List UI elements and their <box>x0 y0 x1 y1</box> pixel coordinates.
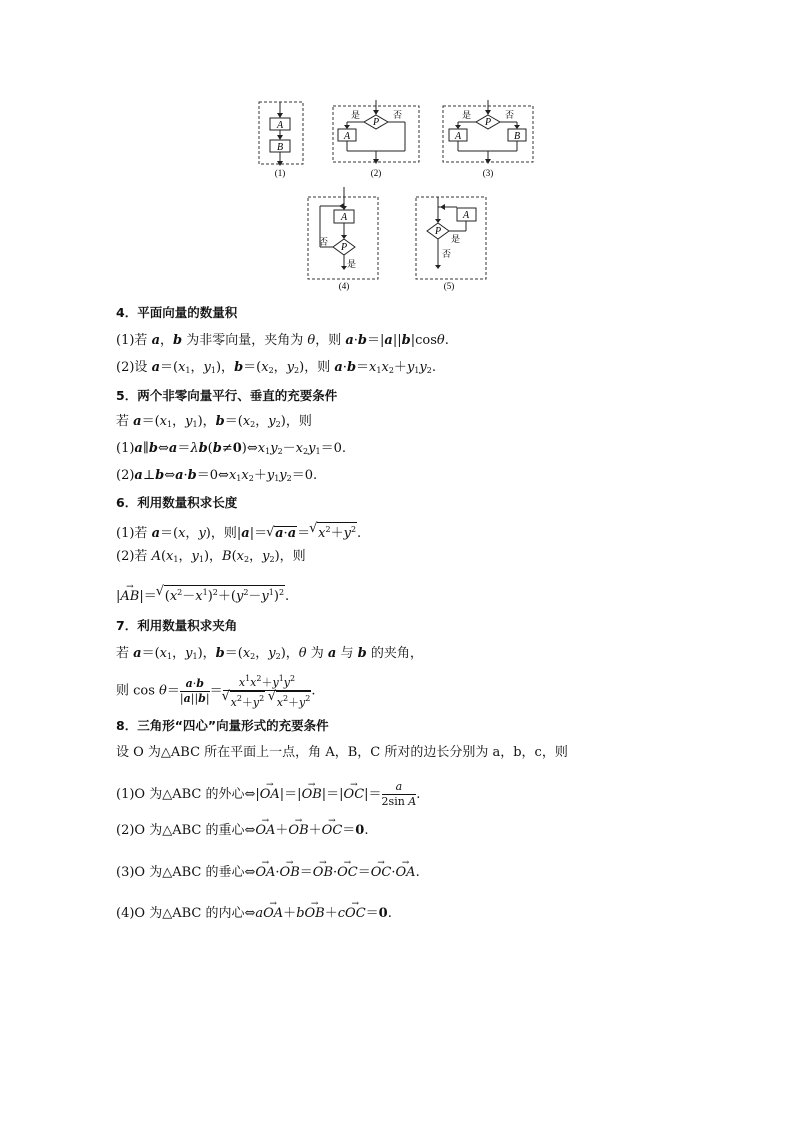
s6-line-3: |→ AB|＝√ $(x^2-x^1)^2+(y^2-y^1)^2$. <box>116 585 289 605</box>
flowchart-5 <box>414 187 489 293</box>
s8-line-1: (1)O 为△ABC 的外心⇔|→ OA|＝|→ OB|＝|→ OC|＝ $\frac{a}{\text{2sin A}}$ . <box>116 780 420 810</box>
caption-3: (3) <box>482 168 494 178</box>
no-label: 否 <box>393 110 403 120</box>
section-7-heading: 7．利用数量积求夹角 <box>116 618 238 633</box>
s4-line-2: (2)设 $a=(x_1$，$y_1$)，$b=(x_2$，$y_2$)，则 $a\cdot b=x_1x_2+y_1y_2$. <box>116 360 436 375</box>
s4-line-1: (1)若 a，b 为非零向量，夹角为 θ，则 a·b＝|a||b|cosθ. <box>116 333 449 348</box>
s8-intro: 设 O 为△ABC 所在平面上一点，角 A，B，C 所对的边长分别为 a，b，c，则 <box>116 745 568 760</box>
process-a-label: A <box>276 120 284 131</box>
no-label: 否 <box>319 237 329 247</box>
yes-label: 是 <box>462 110 472 120</box>
s8-line-3: (3)O 为△ABC 的垂心⇔→ OA·→ OB＝→ OB·→ OC＝→ OC·→ OA. <box>116 865 420 881</box>
yes-label: 是 <box>451 234 461 244</box>
process-a-label: A <box>454 131 462 142</box>
section-8-heading: 8．三角形“四心”向量形式的充要条件 <box>116 718 329 733</box>
flowchart-4 <box>306 187 381 293</box>
yes-label: 是 <box>347 259 357 269</box>
flowchart-3 <box>442 100 537 180</box>
caption-2: (2) <box>370 168 382 178</box>
section-6-heading: 6．利用数量积求长度 <box>116 495 238 510</box>
caption-5: (5) <box>443 281 455 291</box>
no-label: 否 <box>442 249 452 259</box>
process-b-label: B <box>276 142 284 153</box>
yes-label: 是 <box>351 110 361 120</box>
s8-line-2: (2)O 为△ABC 的重心⇔→ OA＋→ OB＋→ OC＝0. <box>116 823 368 839</box>
decision-p-label: P <box>372 117 380 128</box>
s7-formula: 则 cos θ＝ $\frac{a\cdot b}{|a||b|}$ ＝ $x^1x^2+y^1y^2$ √ $x^2+y^2$ √ $x^2+y^2$ . <box>116 672 316 710</box>
process-b-label: B <box>513 131 521 142</box>
s5-line-2: $(2)a\perp b\Leftrightarrow a\cdot b=0\Leftrightarrow x_1x_2+y_1y_2=0$. <box>116 468 318 483</box>
decision-p-label: P <box>434 226 442 237</box>
s8-line-4: (4)O 为△ABC 的内心⇔a→ OA＋b→ OB＋c→ OC＝0. <box>116 906 392 922</box>
decision-p-label: P <box>484 117 492 128</box>
flowchart-2 <box>331 100 421 180</box>
section-4-heading: 4．平面向量的数量积 <box>116 305 238 320</box>
decision-p-label: P <box>340 242 348 253</box>
process-a-label: A <box>462 210 470 221</box>
s6-line-2: (2)若 $A(x_1$，$y_1$)，$B(x_2$，$y_2$)，则 <box>116 549 306 564</box>
s6-line-1: (1)若 a＝(x，y)，则|a|＝√ a·a＝√ $x^2+y^2$. <box>116 522 361 542</box>
process-a-label: A <box>340 212 348 223</box>
caption-4: (4) <box>338 281 350 291</box>
no-label: 否 <box>505 110 515 120</box>
s7-intro: 若 $a=(x_1$，$y_1$)，$b=(x_2$，$y_2$)，θ 为 a 与 b 的夹角， <box>116 646 423 661</box>
caption-1: (1) <box>274 168 286 178</box>
s5-line-1: $(1)a\parallel b\Leftrightarrow a=\lambda b(b\ne 0)\Leftrightarrow x_1y_2-x_2y_1=0$. <box>116 441 346 456</box>
section-5-heading: 5．两个非零向量平行、垂直的充要条件 <box>116 388 338 403</box>
s5-intro: 若 $a=(x_1$，$y_1$)，$b=(x_2$，$y_2$)，则 <box>116 414 312 429</box>
flowchart-1 <box>258 100 308 180</box>
process-a-label: A <box>343 131 351 142</box>
